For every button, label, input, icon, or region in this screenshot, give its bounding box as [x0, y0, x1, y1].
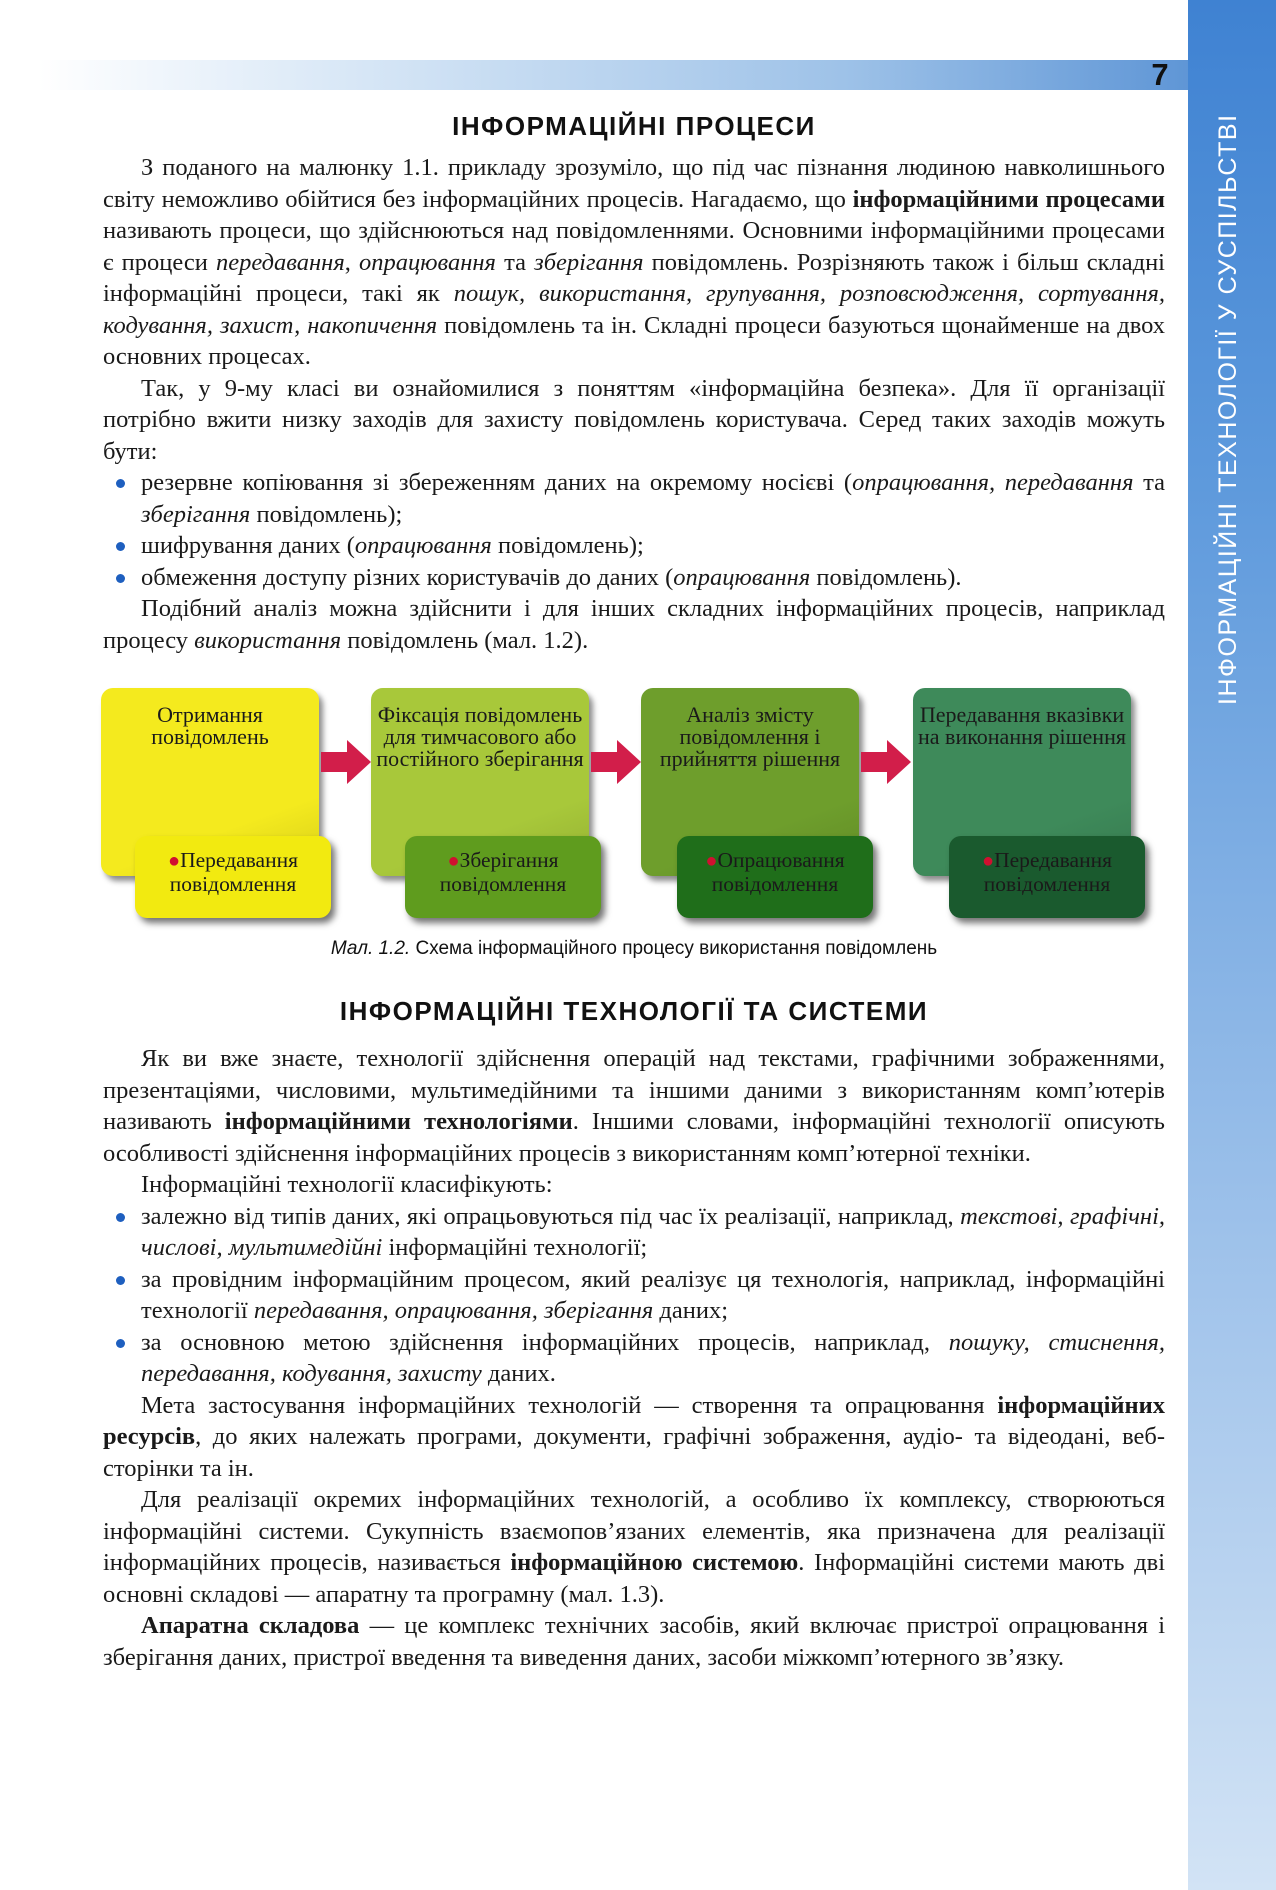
diagram-step-title: Передавання вказівки на виконання рішення: [918, 702, 1126, 749]
paragraph: Для реалізації окремих інформаційних технологій, а особливо їх комплексу, створюються інформаційні системи. Сукупність взаємопов’язаних елементів, яка призначена для реалізації інформаційних процесів, називається інформаційною системою. Інформаційні системи мають дві основні складові — апаратну та програмну (мал. 1.3).: [103, 1486, 1166, 1608]
list-item: за провідним інформаційним процесом, який реалізує ця технологія, наприклад, інформаційні технології передавання, опрацювання, зберігання даних;: [103, 1264, 1165, 1327]
bullet-list: [103, 1201, 1165, 1390]
caption-label: Мал. 1.2.: [330, 938, 411, 959]
diagram-sub: [405, 836, 601, 918]
paragraph: Подібний аналіз можна здійснити і для інших складних інформаційних процесів, наприклад процесу використання повідомлень (мал. 1.2).: [103, 595, 1165, 654]
diagram-sub-label: Передавання повідомлення: [169, 848, 298, 896]
list-item: резервне копіювання зі збереженням даних на окремому носієві (опрацювання, передавання та зберігання повідомлень);: [103, 467, 1165, 530]
diagram-sub-label: Зберігання повідомлення: [439, 848, 567, 896]
paragraph: Так, у 9-му класі ви ознайомилися з поняттям «інформаційна безпека». Для її організації потрібно вжити низку заходів для захисту повідомлень користувача. Серед таких заходів можуть бути:: [103, 374, 1165, 465]
list-item: обмеження доступу різних користувачів до даних (опрацювання повідомлень).: [103, 562, 1165, 594]
diagram-sub: [135, 836, 331, 918]
process-diagram: [101, 688, 1201, 930]
diagram-step-title: Фіксація повідомлень для тимчасового або постійного зберігання: [376, 702, 584, 771]
diagram-step-title: Аналіз змісту повідомлення і прийняття рішення: [659, 702, 841, 771]
diagram-sub-label: Передавання повідомлення: [983, 848, 1112, 896]
list-item: шифрування даних (опрацювання повідомлень);: [103, 530, 1165, 562]
figure-caption: [103, 938, 1165, 960]
page-number: 7: [1151, 57, 1169, 92]
bullet-dot-icon: ●: [982, 850, 995, 872]
list-item: залежно від типів даних, які опрацьовуються під час їх реалізації, наприклад, текстові, графічні, числові, мультимедійні інформаційні технології;: [103, 1201, 1165, 1264]
bullet-dot-icon: ●: [168, 850, 181, 872]
bullet-dot-icon: ●: [447, 850, 460, 872]
diagram-sub-label: Опрацювання повідомлення: [711, 848, 845, 896]
caption-text: Схема інформаційного процесу використання повідомлень: [410, 938, 938, 959]
section-title-processes: ІНФОРМАЦІЙНІ ПРОЦЕСИ: [452, 111, 816, 141]
arrow-icon: [591, 740, 641, 784]
header-band: [38, 60, 1188, 90]
section-title-technologies: ІНФОРМАЦІЙНІ ТЕХНОЛОГІЇ ТА СИСТЕМИ: [339, 996, 929, 1026]
paragraph: Мета застосування інформаційних технологій — створення та опрацювання інформаційних ресурсів, до яких належать програми, документи, графічні зображення, аудіо- та відеодані, веб-сторінки та ін.: [103, 1391, 1165, 1482]
page-content: [103, 108, 1165, 1673]
diagram-step-title: Отримання повідомлень: [151, 702, 269, 749]
diagram-sub: [677, 836, 873, 918]
paragraph: З поданого на малюнку 1.1. прикладу зрозуміло, що під час пізнання людиною навколишнього світу неможливо обійтися без інформаційних процесів. Нагадаємо, що інформаційними процесами називають процеси, що здійснюються над повідомленнями. Основними інформаційними процесами є процеси передавання, опрацювання та зберігання повідомлень. Розрізняють також і більш складні інформаційні процеси, такі як пошук, використання, групування, розповсюдження, сортування, кодування, захист, накопичення повідомлень та ін. Складні процеси базуються щонайменше на двох основних процесах.: [103, 154, 1165, 370]
arrow-icon: [321, 740, 371, 784]
side-label-text: ІНФОРМАЦІЙНІ ТЕХНОЛОГІЇ У СУСПІЛЬСТВІ: [1214, 113, 1242, 705]
bullet-list: [103, 467, 1165, 593]
bullet-dot-icon: ●: [705, 850, 718, 872]
arrow-icon: [861, 740, 911, 784]
list-item: за основною метою здійснення інформаційних процесів, наприклад, пошуку, стиснення, передавання, кодування, захисту даних.: [103, 1327, 1165, 1390]
paragraph: Як ви вже знаєте, технології здійснення операцій над текстами, графічними зображеннями, презентаціями, числовими, мультимедійними та іншими даними з використанням комп’ютерів називають інформаційними технологіями. Іншими словами, інформаційні технології описують особливості здійснення інформаційних процесів з використанням комп’ютерної техніки.: [103, 1045, 1165, 1167]
diagram-sub: [949, 836, 1145, 918]
paragraph: Апаратна складова — це комплекс технічних засобів, який включає пристрої опрацювання і зберігання даних, пристрої введення та виведення даних, засоби міжкомп’ютерного зв’язку.: [103, 1612, 1166, 1671]
paragraph: Інформаційні технології класифікують:: [141, 1171, 553, 1198]
